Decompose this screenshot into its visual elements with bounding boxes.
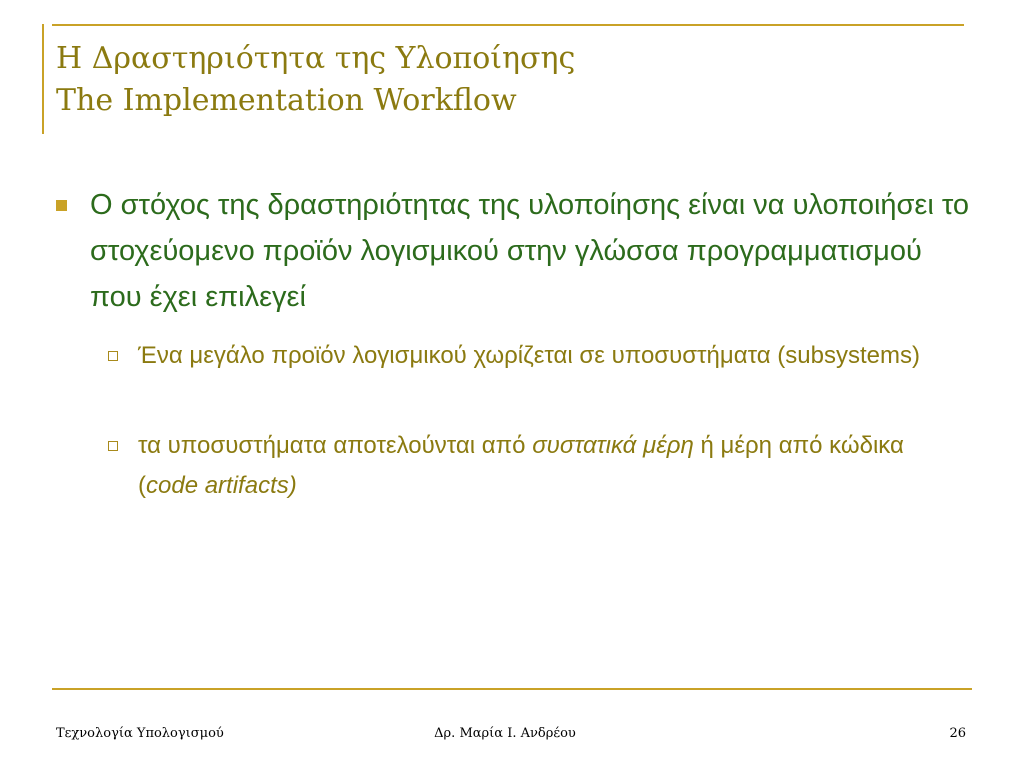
title-line-greek: Η Δραστηριότητα της Υλοποίησης (56, 41, 576, 76)
square-bullet-icon (56, 200, 67, 211)
hollow-square-bullet-icon (108, 351, 118, 361)
title-line-english: The Implementation Workflow (56, 83, 517, 118)
footer-course: Τεχνολογία Υπολογισμού (56, 726, 224, 741)
slide-title (56, 38, 956, 122)
hollow-square-bullet-icon (108, 441, 118, 451)
sub-bullet-1-text: Ένα μεγάλο προϊόν λογισμικού χωρίζεται σε υποσυστήματα (subsystems) (138, 342, 920, 369)
left-rule (42, 24, 44, 134)
sub-bullet-2-text (138, 426, 968, 506)
sub-bullet-2-part2: ή μέρη από κώδικα ( (138, 432, 904, 499)
sub-bullet-2-italic1: συστατικά μέρη (532, 432, 694, 459)
main-bullet-text: Ο στόχος της δραστηριότητας της υλοποίησης είναι να υλοποιήσει το στοχεύομενο προϊόν λογισμικού στην γλώσσα προγραμματισμού που έχει επιλεγεί (90, 189, 970, 313)
top-rule (52, 24, 964, 26)
footer-author: Δρ. Μαρία Ι. Ανδρέου (434, 726, 576, 741)
bottom-rule (52, 688, 972, 690)
sub-bullet-2-italic2: code artifacts) (146, 472, 297, 499)
sub-bullet-2-part1: τα υποσυστήματα αποτελούνται από (138, 432, 533, 459)
page-number: 26 (949, 726, 966, 741)
